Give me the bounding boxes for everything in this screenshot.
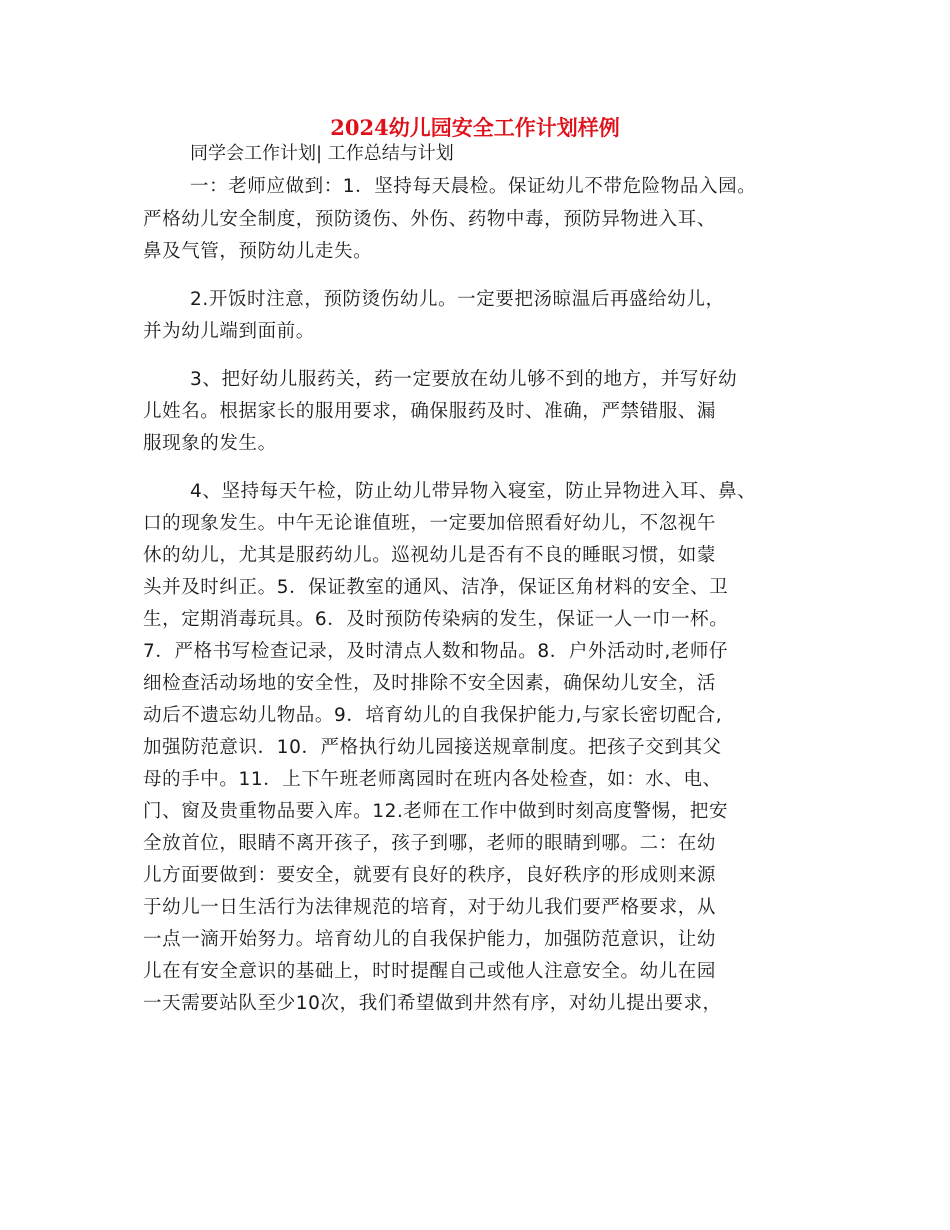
paragraph-line: 7．严格书写检查记录，及时清点人数和物品。8．户外活动时,老师仔 — [143, 641, 729, 662]
paragraph-line: 儿方面要做到：要安全，就要有良好的秩序，良好秩序的形成则来源 — [143, 865, 717, 886]
paragraph-line: 2.开饭时注意，预防烫伤幼儿。一定要把汤晾温后再盛给幼儿， — [190, 289, 725, 310]
paragraph-line: 门、窗及贵重物品要入库。12.老师在工作中做到时刻高度警惕，把安 — [143, 801, 729, 822]
paragraph-line: 一天需要站队至少10次，我们希望做到井然有序，对幼儿提出要求， — [143, 993, 722, 1014]
paragraph-line: 一点一滴开始努力。培育幼儿的自我保护能力，加强防范意识，让幼 — [143, 929, 717, 950]
paragraph-line: 加强防范意识．10．严格执行幼儿园接送规章制度。把孩子交到其父 — [143, 737, 722, 758]
paragraph-line: 生，定期消毒玩具。6．及时预防传染病的发生，保证一人一巾一杯。 — [143, 609, 729, 630]
paragraph-line: 儿姓名。根据家长的服用要求，确保服药及时、准确，严禁错服、漏 — [143, 401, 717, 422]
paragraph-line: 儿在有安全意识的基础上，时时提醒自己或他人注意安全。幼儿在园 — [143, 961, 717, 982]
paragraph-line: 母的手中。11．上下午班老师离园时在班内各处检查，如：水、电、 — [143, 769, 722, 790]
paragraph-line: 鼻及气管，预防幼儿走失。 — [143, 241, 373, 262]
paragraph-line: 一：老师应做到：1．坚持每天晨检。保证幼儿不带危险物品入园。 — [190, 176, 757, 197]
paragraph-line: 服现象的发生。 — [143, 433, 277, 454]
paragraph-line: 休的幼儿，尤其是服药幼儿。巡视幼儿是否有不良的睡眠习惯，如蒙 — [143, 545, 717, 566]
paragraph-line: 3、把好幼儿服药关，药一定要放在幼儿够不到的地方，并写好幼 — [190, 369, 738, 390]
paragraph-line: 细检查活动场地的安全性，及时排除不安全因素，确保幼儿安全，活 — [143, 673, 717, 694]
paragraph-line: 4、坚持每天午检，防止幼儿带异物入寝室，防止异物进入耳、鼻、 — [190, 481, 757, 502]
paragraph-line: 头并及时纠正。5．保证教室的通风、洁净，保证区角材料的安全、卫 — [143, 577, 729, 598]
document-subtitle: 同学会工作计划| 工作总结与计划 — [190, 143, 454, 164]
paragraph-line: 严格幼儿安全制度，预防烫伤、外伤、药物中毒，预防异物进入耳、 — [143, 209, 717, 230]
document-title: 2024幼儿园安全工作计划样例 — [330, 115, 620, 140]
paragraph-line: 口的现象发生。中午无论谁值班，一定要加倍照看好幼儿，不忽视午 — [143, 513, 717, 534]
paragraph-line: 动后不遗忘幼儿物品。9．培育幼儿的自我保护能力,与家长密切配合, — [143, 705, 723, 726]
paragraph-line: 全放首位，眼睛不离开孩子，孩子到哪，老师的眼睛到哪。二：在幼 — [143, 833, 717, 854]
paragraph-line: 并为幼儿端到面前。 — [143, 321, 315, 342]
paragraph-line: 于幼儿一日生活行为法律规范的培育，对于幼儿我们要严格要求，从 — [143, 897, 717, 918]
